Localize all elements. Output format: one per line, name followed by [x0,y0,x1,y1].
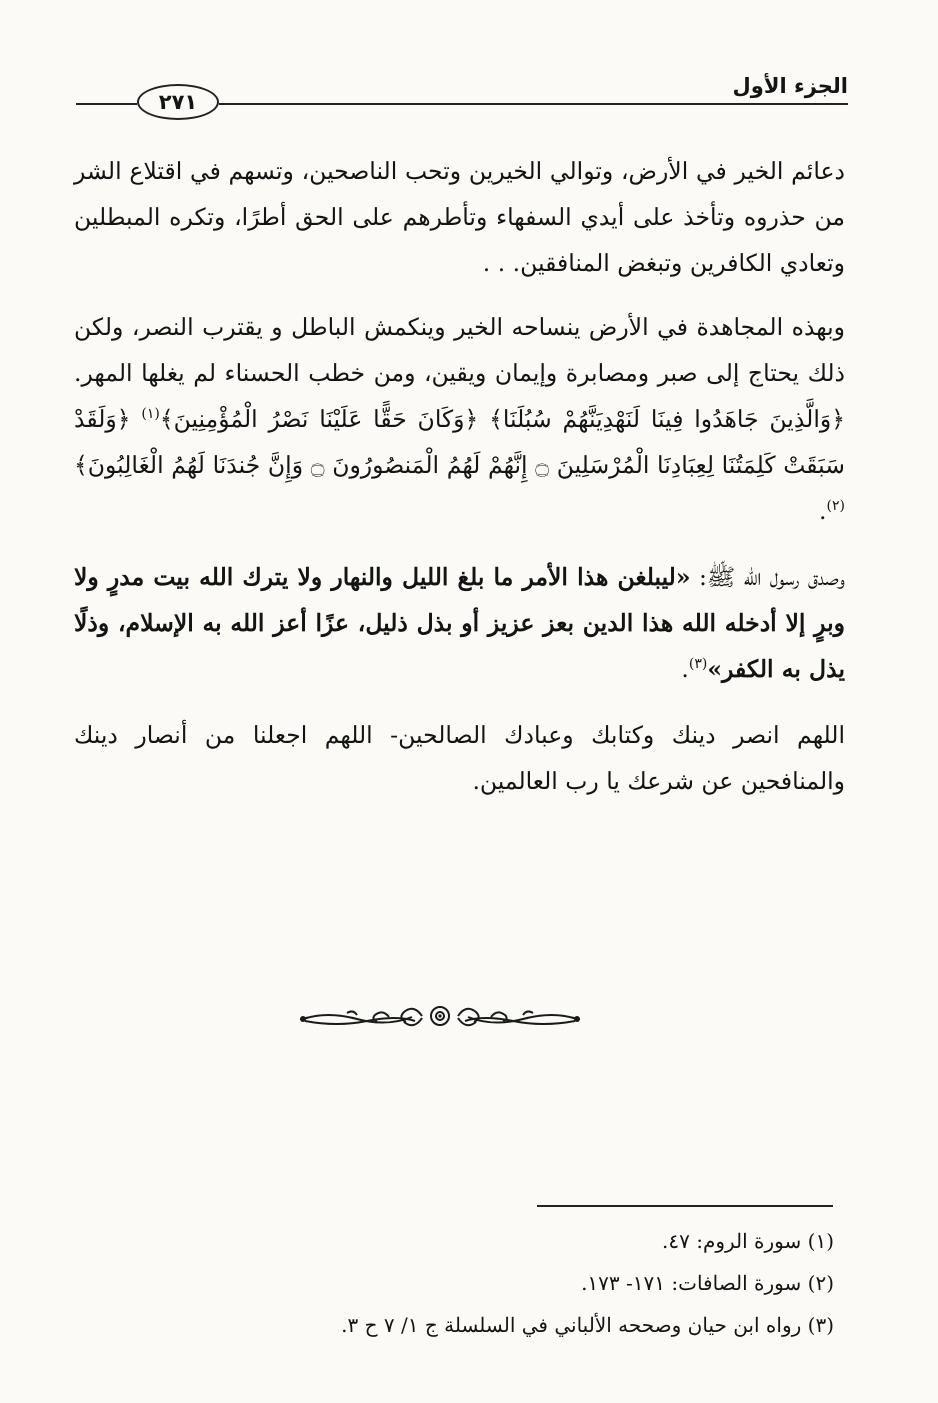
page-number-badge [137,84,219,120]
quran-verse-3: ﴿وَلَقَدْ سَبَقَتْ كَلِمَتُنَا لِعِبَادِنَا الْمُرْسَلِينَ ۝ إِنَّهُمْ لَهُمُ الْمَنصُورُونَ ۝ وَإِنَّ جُندَنَا لَهُمُ الْغَالِبُونَ﴾ [74,405,845,479]
body-text [74,148,845,824]
hadith-intro: وصدق رسول الله ﷺ: [698,563,845,591]
paragraph-4: اللهم انصر دينك وكتابك وعبادك الصالحين- اللهم اجعلنا من أنصار دينك والمنافحين عن شرعك يا رب العالمين. [74,721,845,795]
paragraph-3 [74,554,845,692]
paragraph-2 [74,304,845,534]
footnote-1: (١) سورة الروم: ٤٧. [662,1229,834,1253]
hadith-quote: «ليبلغن هذا الأمر ما بلغ الليل والنهار ولا يترك الله بيت مدرٍ ولا وبرٍ إلا أدخله الله هذا الدين بعز عزيز أو بذل ذليل، عزًا أعز الله به الإسلام، وذلًا يذل به الكفر» [74,563,845,683]
footnote-2: (٢) سورة الصافات: ١٧١- ١٧٣. [581,1271,834,1295]
quran-verse-1: ﴿وَالَّذِينَ جَاهَدُوا فِينَا لَنَهْدِيَنَّهُمْ سُبُلَنَا﴾ [489,405,845,433]
paragraph-1: دعائم الخير في الأرض، وتوالي الخيرين وتحب الناصحين، وتسهم في اقتلاع الشر من حذروه وتأخذ على أيدي السفهاء وتأطرهم على الحق أطرًا، وتكره المبطلين وتعادي الكافرين وتبغض المنافقين. . . [74,157,845,277]
quran-verse-2: ﴿وَكَانَ حَقًّا عَلَيْنَا نَصْرُ الْمُؤْمِنِينَ﴾ [159,405,479,433]
paragraph-3-end: . [681,655,689,683]
ornament-divider [297,997,583,1035]
footnotes [260,1220,834,1346]
paragraph-2-text: وبهذه المجاهدة في الأرض ينساحه الخير وينكمش الباطل و يقترب النصر، ولكن ذلك يحتاج إلى صبر ومصابرة وإيمان ويقين، ومن خطب الحسناء لم يغلها المهر. [74,313,845,387]
page-number: ٢٧١ [158,90,198,114]
paragraph-2-end: . [819,497,827,525]
footnote-3: (٣) رواه ابن حيان وصححه الألباني في السلسلة ج ١/ ٧ ح ٣. [341,1313,834,1337]
footnote-ref-2: (٢) [826,498,845,515]
footnote-ref-3: (٣) [688,656,708,673]
running-header-title: الجزء الأول [732,74,848,98]
footnote-ref-1: (١) [141,406,160,423]
header-rule-right [219,103,848,105]
header-rule-left [76,103,137,105]
footnote-rule [537,1205,833,1207]
